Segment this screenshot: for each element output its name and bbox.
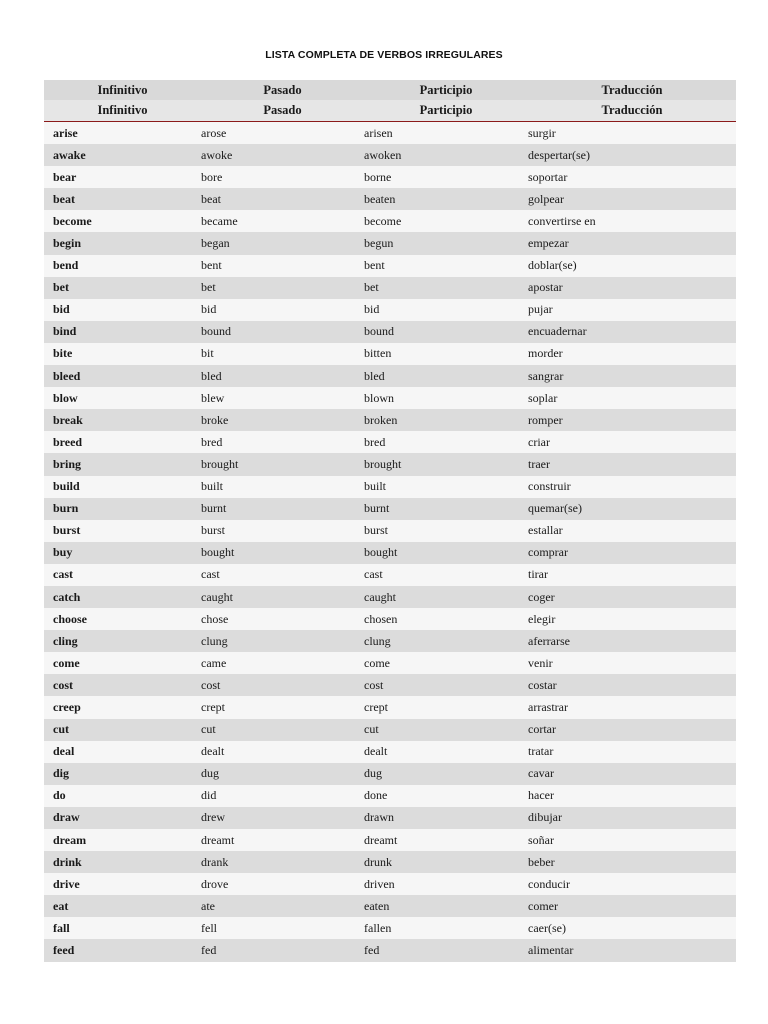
participio-cell: bred	[364, 431, 528, 453]
table-row	[44, 741, 736, 763]
traduccion-cell: surgir	[528, 122, 736, 145]
participio-cell: burnt	[364, 498, 528, 520]
header-infinitivo: Infinitivo	[44, 80, 201, 100]
table-row	[44, 166, 736, 188]
infinitivo-cell: eat	[44, 895, 201, 917]
participio-cell: arisen	[364, 122, 528, 145]
header-traduccion: Traducción	[528, 100, 736, 122]
table-row	[44, 498, 736, 520]
infinitivo-cell: dream	[44, 829, 201, 851]
table-row	[44, 829, 736, 851]
participio-cell: broken	[364, 409, 528, 431]
traduccion-cell: soñar	[528, 829, 736, 851]
traduccion-cell: cortar	[528, 719, 736, 741]
traduccion-cell: venir	[528, 652, 736, 674]
header-infinitivo: Infinitivo	[44, 100, 201, 122]
pasado-cell: dealt	[201, 741, 364, 763]
participio-cell: cost	[364, 674, 528, 696]
header-pasado: Pasado	[201, 100, 364, 122]
traduccion-cell: quemar(se)	[528, 498, 736, 520]
infinitivo-cell: come	[44, 652, 201, 674]
pasado-cell: bent	[201, 255, 364, 277]
traduccion-cell: aferrarse	[528, 630, 736, 652]
table-row	[44, 674, 736, 696]
pasado-cell: bore	[201, 166, 364, 188]
pasado-cell: bit	[201, 343, 364, 365]
participio-cell: cut	[364, 719, 528, 741]
pasado-cell: brought	[201, 453, 364, 475]
table-row	[44, 188, 736, 210]
infinitivo-cell: arise	[44, 122, 201, 145]
pasado-cell: came	[201, 652, 364, 674]
infinitivo-cell: draw	[44, 807, 201, 829]
participio-cell: driven	[364, 873, 528, 895]
participio-cell: dug	[364, 763, 528, 785]
table-row	[44, 299, 736, 321]
participio-cell: drunk	[364, 851, 528, 873]
traduccion-cell: tratar	[528, 741, 736, 763]
pasado-cell: chose	[201, 608, 364, 630]
pasado-cell: burst	[201, 520, 364, 542]
infinitivo-cell: cast	[44, 564, 201, 586]
traduccion-cell: dibujar	[528, 807, 736, 829]
pasado-cell: drove	[201, 873, 364, 895]
participio-cell: fallen	[364, 917, 528, 939]
traduccion-cell: alimentar	[528, 939, 736, 961]
infinitivo-cell: bear	[44, 166, 201, 188]
traduccion-cell: costar	[528, 674, 736, 696]
pasado-cell: ate	[201, 895, 364, 917]
infinitivo-cell: become	[44, 210, 201, 232]
infinitivo-cell: drink	[44, 851, 201, 873]
table-row	[44, 851, 736, 873]
infinitivo-cell: deal	[44, 741, 201, 763]
participio-cell: beaten	[364, 188, 528, 210]
pasado-cell: bound	[201, 321, 364, 343]
table-row	[44, 453, 736, 475]
pasado-cell: bid	[201, 299, 364, 321]
infinitivo-cell: beat	[44, 188, 201, 210]
infinitivo-cell: bind	[44, 321, 201, 343]
participio-cell: borne	[364, 166, 528, 188]
infinitivo-cell: bring	[44, 453, 201, 475]
traduccion-cell: soplar	[528, 387, 736, 409]
participio-cell: cast	[364, 564, 528, 586]
pasado-cell: clung	[201, 630, 364, 652]
infinitivo-cell: bid	[44, 299, 201, 321]
table-row	[44, 321, 736, 343]
pasado-cell: dug	[201, 763, 364, 785]
participio-cell: caught	[364, 586, 528, 608]
pasado-cell: caught	[201, 586, 364, 608]
infinitivo-cell: choose	[44, 608, 201, 630]
traduccion-cell: beber	[528, 851, 736, 873]
table-row	[44, 409, 736, 431]
table-row	[44, 365, 736, 387]
participio-cell: drawn	[364, 807, 528, 829]
infinitivo-cell: creep	[44, 696, 201, 718]
traduccion-cell: pujar	[528, 299, 736, 321]
pasado-cell: fed	[201, 939, 364, 961]
traduccion-cell: empezar	[528, 232, 736, 254]
participio-cell: bitten	[364, 343, 528, 365]
infinitivo-cell: dig	[44, 763, 201, 785]
traduccion-cell: cavar	[528, 763, 736, 785]
table-row	[44, 630, 736, 652]
pasado-cell: bled	[201, 365, 364, 387]
infinitivo-cell: bend	[44, 255, 201, 277]
traduccion-cell: soportar	[528, 166, 736, 188]
participio-cell: bought	[364, 542, 528, 564]
participio-cell: done	[364, 785, 528, 807]
table-row	[44, 210, 736, 232]
traduccion-cell: apostar	[528, 277, 736, 299]
participio-cell: bound	[364, 321, 528, 343]
traduccion-cell: sangrar	[528, 365, 736, 387]
pasado-cell: bet	[201, 277, 364, 299]
pasado-cell: became	[201, 210, 364, 232]
infinitivo-cell: do	[44, 785, 201, 807]
infinitivo-cell: build	[44, 476, 201, 498]
infinitivo-cell: fall	[44, 917, 201, 939]
table-row	[44, 343, 736, 365]
participio-cell: bled	[364, 365, 528, 387]
table-row	[44, 608, 736, 630]
table-row	[44, 387, 736, 409]
participio-cell: dreamt	[364, 829, 528, 851]
participio-cell: come	[364, 652, 528, 674]
table-row	[44, 520, 736, 542]
pasado-cell: cost	[201, 674, 364, 696]
pasado-cell: awoke	[201, 144, 364, 166]
infinitivo-cell: bet	[44, 277, 201, 299]
pasado-cell: blew	[201, 387, 364, 409]
infinitivo-cell: drive	[44, 873, 201, 895]
table-row	[44, 586, 736, 608]
participio-cell: bet	[364, 277, 528, 299]
table-row	[44, 476, 736, 498]
pasado-cell: bought	[201, 542, 364, 564]
infinitivo-cell: blow	[44, 387, 201, 409]
traduccion-cell: coger	[528, 586, 736, 608]
table-row	[44, 785, 736, 807]
traduccion-cell: romper	[528, 409, 736, 431]
pasado-cell: broke	[201, 409, 364, 431]
pasado-cell: burnt	[201, 498, 364, 520]
infinitivo-cell: bleed	[44, 365, 201, 387]
traduccion-cell: morder	[528, 343, 736, 365]
traduccion-cell: tirar	[528, 564, 736, 586]
participio-cell: fed	[364, 939, 528, 961]
header-participio: Participio	[364, 80, 528, 100]
participio-cell: become	[364, 210, 528, 232]
table-row	[44, 431, 736, 453]
pasado-cell: arose	[201, 122, 364, 145]
participio-cell: blown	[364, 387, 528, 409]
traduccion-cell: comer	[528, 895, 736, 917]
infinitivo-cell: bite	[44, 343, 201, 365]
table-row	[44, 144, 736, 166]
table-row	[44, 873, 736, 895]
infinitivo-cell: catch	[44, 586, 201, 608]
traduccion-cell: elegir	[528, 608, 736, 630]
table-row	[44, 652, 736, 674]
pasado-cell: did	[201, 785, 364, 807]
header-traduccion: Traducción	[528, 80, 736, 100]
pasado-cell: built	[201, 476, 364, 498]
table-row	[44, 232, 736, 254]
participio-cell: brought	[364, 453, 528, 475]
participio-cell: dealt	[364, 741, 528, 763]
traduccion-cell: golpear	[528, 188, 736, 210]
participio-cell: bent	[364, 255, 528, 277]
participio-cell: chosen	[364, 608, 528, 630]
table-row	[44, 895, 736, 917]
table-row	[44, 255, 736, 277]
traduccion-cell: encuadernar	[528, 321, 736, 343]
table-row	[44, 696, 736, 718]
participio-cell: burst	[364, 520, 528, 542]
traduccion-cell: criar	[528, 431, 736, 453]
participio-cell: clung	[364, 630, 528, 652]
infinitivo-cell: feed	[44, 939, 201, 961]
traduccion-cell: estallar	[528, 520, 736, 542]
pasado-cell: cut	[201, 719, 364, 741]
pasado-cell: began	[201, 232, 364, 254]
pasado-cell: drew	[201, 807, 364, 829]
verbs-table	[44, 80, 736, 962]
table-row	[44, 939, 736, 961]
traduccion-cell: construir	[528, 476, 736, 498]
table-row	[44, 542, 736, 564]
table-row	[44, 564, 736, 586]
pasado-cell: crept	[201, 696, 364, 718]
infinitivo-cell: burn	[44, 498, 201, 520]
traduccion-cell: doblar(se)	[528, 255, 736, 277]
table-row	[44, 807, 736, 829]
pasado-cell: beat	[201, 188, 364, 210]
page-title: LISTA COMPLETA DE VERBOS IRREGULARES	[265, 49, 503, 61]
infinitivo-cell: cling	[44, 630, 201, 652]
table-row	[44, 917, 736, 939]
infinitivo-cell: begin	[44, 232, 201, 254]
table-row	[44, 763, 736, 785]
participio-cell: built	[364, 476, 528, 498]
infinitivo-cell: burst	[44, 520, 201, 542]
traduccion-cell: caer(se)	[528, 917, 736, 939]
traduccion-cell: comprar	[528, 542, 736, 564]
traduccion-cell: traer	[528, 453, 736, 475]
infinitivo-cell: breed	[44, 431, 201, 453]
header-participio: Participio	[364, 100, 528, 122]
traduccion-cell: convertirse en	[528, 210, 736, 232]
pasado-cell: dreamt	[201, 829, 364, 851]
traduccion-cell: arrastrar	[528, 696, 736, 718]
participio-cell: begun	[364, 232, 528, 254]
traduccion-cell: hacer	[528, 785, 736, 807]
participio-cell: eaten	[364, 895, 528, 917]
traduccion-cell: despertar(se)	[528, 144, 736, 166]
infinitivo-cell: cut	[44, 719, 201, 741]
infinitivo-cell: cost	[44, 674, 201, 696]
pasado-cell: fell	[201, 917, 364, 939]
table-row	[44, 277, 736, 299]
table-row	[44, 719, 736, 741]
infinitivo-cell: awake	[44, 144, 201, 166]
header-row-repeat	[44, 100, 736, 122]
pasado-cell: drank	[201, 851, 364, 873]
header-pasado: Pasado	[201, 80, 364, 100]
pasado-cell: cast	[201, 564, 364, 586]
infinitivo-cell: buy	[44, 542, 201, 564]
table-row	[44, 122, 736, 145]
infinitivo-cell: break	[44, 409, 201, 431]
participio-cell: awoken	[364, 144, 528, 166]
participio-cell: bid	[364, 299, 528, 321]
traduccion-cell: conducir	[528, 873, 736, 895]
header-row	[44, 80, 736, 100]
pasado-cell: bred	[201, 431, 364, 453]
participio-cell: crept	[364, 696, 528, 718]
